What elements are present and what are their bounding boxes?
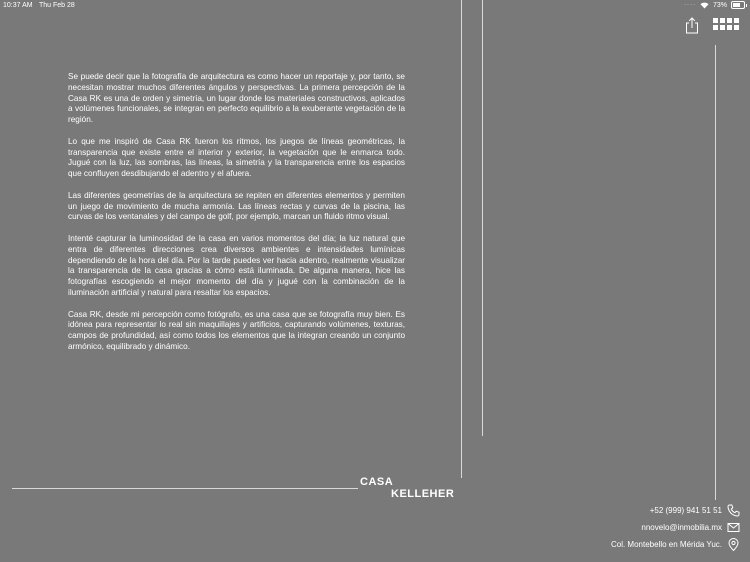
contact-email[interactable]: [641, 521, 740, 534]
status-bar: [0, 0, 750, 12]
phone-text[interactable]: +52 (999) 941 51 51: [649, 506, 722, 515]
battery-percent: 73%: [712, 1, 727, 9]
battery-fill: [733, 3, 740, 7]
location-pin-icon: [727, 538, 740, 551]
mail-icon: [727, 521, 740, 534]
status-time: 10:37 AM: [3, 2, 33, 9]
article-paragraph: Casa RK, desde mi percepción como fotógrafo, es una casa que se fotografía muy bien. Es idónea para representar lo real sin maquillajes y artificios, capturando volúmenes, texturas, campos de profundidad, así como todos los elementos que la integran creando un conjunto armónico, equilibrado y dinámico.: [68, 309, 405, 351]
article-paragraph: Se puede decir que la fotografía de arquitectura es como hacer un reportaje y, por tanto, se necesitan mostrar muchos diferentes ángulos y perspectivas. La primera percepción de la Casa RK es una de orden y simetría, un lugar donde los materiales constructivos, aplicados a volúmenes funcionales, se integran en perfecto equilibrio a la exuberante vegetación de la región.: [68, 72, 405, 125]
article-paragraph: Las diferentes geometrías de la arquitectura se repiten en diferentes elementos y permiten un juego de movimiento de mucha armonía. Las líneas rectas y curvas de la piscina, las curvas de los ventanales y del campo de golf, por ejemplo, marcan un fluido ritmo visual.: [68, 190, 405, 222]
address-text[interactable]: Col. Montebello en Mérida Yuc.: [610, 540, 722, 549]
divider-line: [461, 0, 462, 478]
grid-menu-icon[interactable]: [713, 18, 739, 31]
contact-phone[interactable]: [650, 504, 740, 517]
phone-icon: [727, 504, 740, 517]
brand-logo-line1: CASA: [360, 476, 394, 488]
divider-line: [715, 45, 716, 500]
battery-icon: [731, 1, 745, 9]
divider-line: [482, 0, 483, 436]
article-paragraph: Lo que me inspiró de Casa RK fueron los ritmos, los juegos de líneas geométricas, la transparencia que existe entre el interior y exterior, la vegetación que le enmarca todo. Jugué con la luz, las sombras, las líneas, la simetría y la transparencia entre los espacios que confluyen desdibujando el adentro y el afuera.: [68, 136, 405, 179]
status-date: Thu Feb 28: [39, 2, 75, 9]
status-indicators: [684, 1, 745, 9]
email-text[interactable]: nnovelo@inmobilia.mx: [641, 523, 722, 532]
contact-address[interactable]: [611, 538, 740, 551]
article-text: [68, 72, 405, 364]
share-icon[interactable]: [685, 17, 699, 34]
signal-icon: ····: [683, 2, 696, 8]
brand-logo-line2: KELLEHER: [391, 488, 455, 500]
article-paragraph: Intenté capturar la luminosidad de la casa en varios momentos del día; la luz natural que entra de diferentes direcciones crea diversos ambientes e intensidades lumínicas dependiendo de la hora del día. Por la tarde puedes ver hacia adentro, realmente visualizar la transparencia de la casa gracias a cómo está iluminada. De alguna manera, hice las fotografías escogiendo el mejor momento del día y jugué con la combinación de la iluminación artificial y natural para resaltar los espacios.: [68, 233, 405, 297]
divider-line: [12, 488, 358, 489]
wifi-icon: [700, 2, 709, 9]
